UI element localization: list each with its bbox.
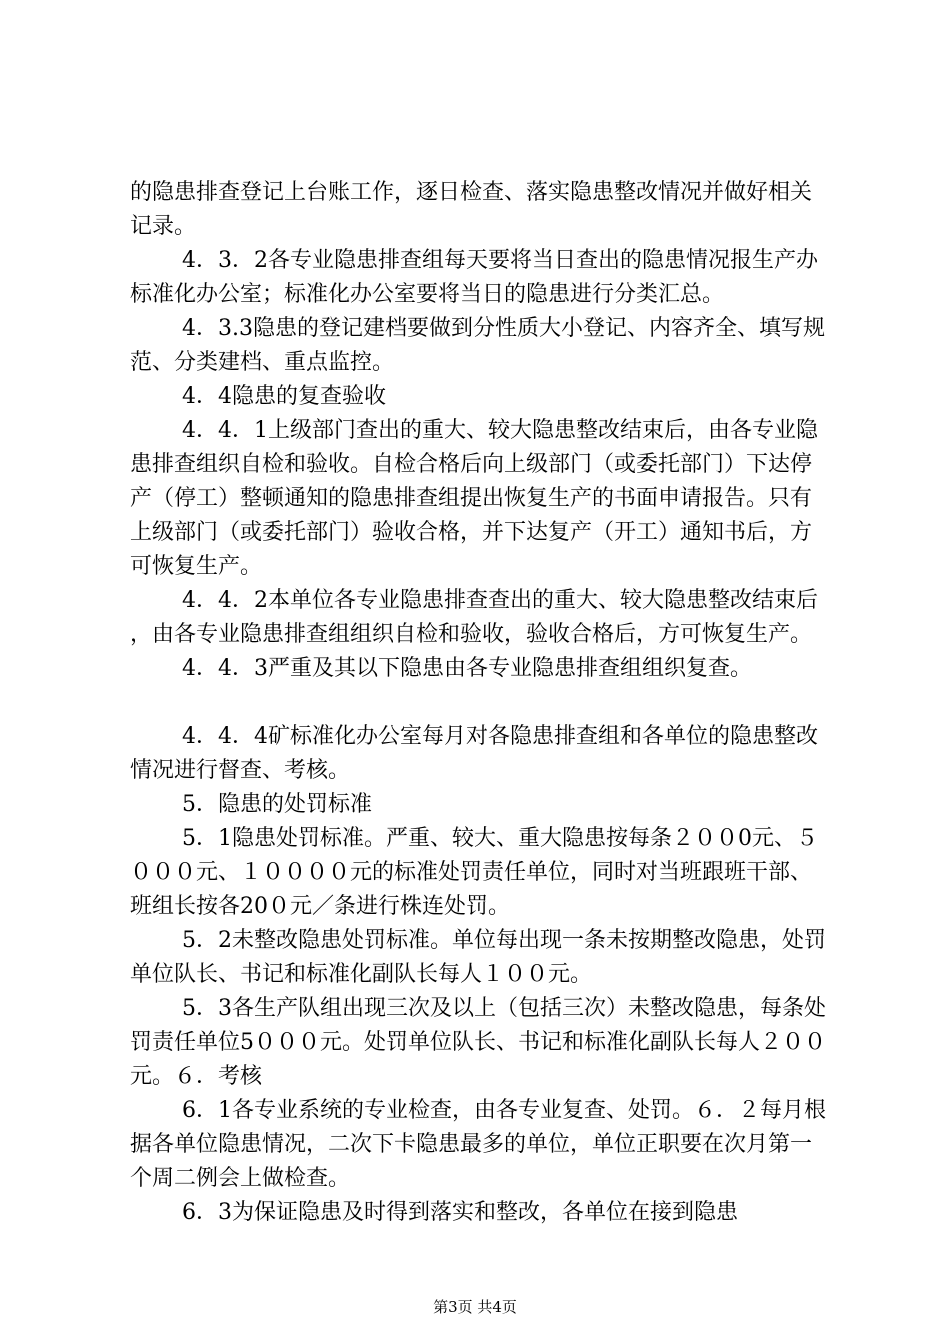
paragraph-continuation: 的隐患排查登记上台账工作，逐日检查、落实隐患整改情况并做好相关记录。: [130, 180, 813, 239]
heading-5: 5．隐患的处罚标准: [182, 792, 372, 817]
paragraph-4-4-4: 4．4．4矿标准化办公室每月对各隐患排查组和各单位的隐患整改情况进行督查、考核。: [130, 724, 818, 783]
paragraph-6-1: 6．1各专业系统的专业检查，由各专业复查、处罚。６．２每月根据各单位隐患情况，二次下卡隐患最多的单位，单位正职要在次月第一个周二例会上做检查。: [130, 1098, 826, 1191]
paragraph-4-4-1: 4．4．1上级部门查出的重大、较大隐患整改结束后，由各专业隐患排查组织自检和验收。自检合格后向上级部门（或委托部门）下达停产（停工）整顿通知的隐患排查组提出恢复生产的书面申请报告。只有上级部门（或委托部门）验收合格，并下达复产（开工）通知书后，方可恢复生产。: [130, 418, 818, 579]
paragraph-4-3-3: 4．3.3隐患的登记建档要做到分性质大小登记、内容齐全、填写规范、分类建档、重点监控。: [130, 316, 825, 375]
paragraph-5-1: 5．1隐患处罚标准。严重、较大、重大隐患按每条２００0元、５０００元、１００００元的标准处罚责任单位，同时对当班跟班干部、班组长按各20０元／条进行株连处罚。: [130, 826, 818, 919]
paragraph-5-2: 5．2未整改隐患处罚标准。单位每出现一条未按期整改隐患，处罚单位队长、书记和标准化副队长每人１００元。: [130, 928, 826, 987]
paragraph-4-4-3: 4．4．3严重及其以下隐患由各专业隐患排查组组织复查。: [182, 656, 752, 681]
paragraph-4-3-2: 4．3．2各专业隐患排查组每天要将当日查出的隐患情况报生产办标准化办公室；标准化办公室要将当日的隐患进行分类汇总。: [130, 248, 818, 307]
document-body: [130, 176, 830, 1230]
paragraph-4-4-2: 4．4．2本单位各专业隐患排查查出的重大、较大隐患整改结束后，由各专业隐患排查组组织自检和验收，验收合格后，方可恢复生产。: [130, 588, 818, 647]
paragraph-6-3: 6．3为保证隐患及时得到落实和整改，各单位在接到隐患: [182, 1200, 738, 1225]
paragraph-5-3: 5．3各生产队组出现三次及以上（包括三次）未整改隐患，每条处罚责任单位5０００元。处罚单位队长、书记和标准化副队长每人２００元。６．考核: [130, 996, 826, 1089]
page-footer: 第3页 共4页: [433, 1298, 517, 1316]
blank-line: [130, 686, 830, 720]
heading-4-4: 4．4隐患的复查验收: [182, 384, 386, 409]
